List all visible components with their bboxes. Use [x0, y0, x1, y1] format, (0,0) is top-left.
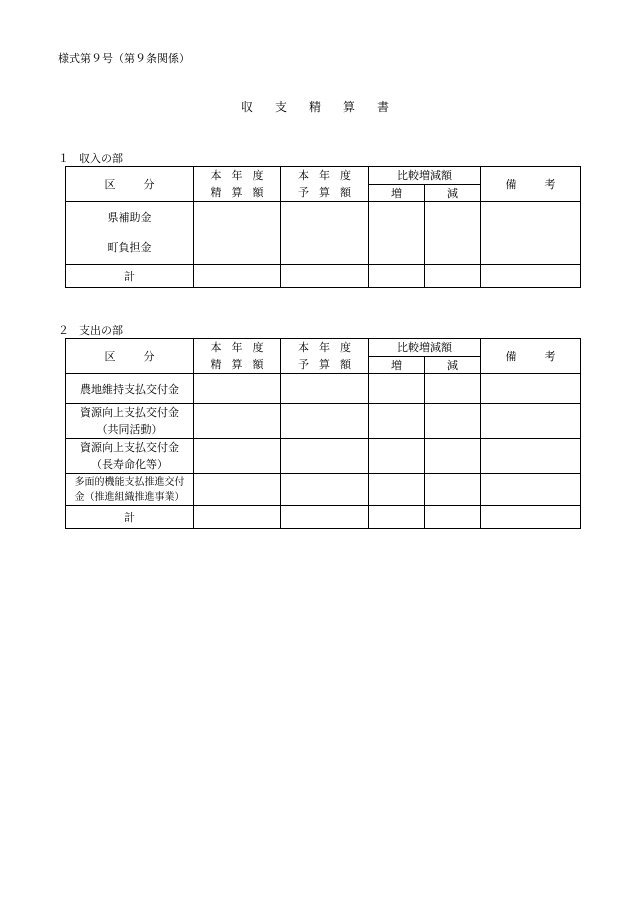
title-char: 支 — [274, 100, 287, 114]
budget-amount-cell[interactable] — [281, 202, 369, 265]
expense-item-label: 農地維持支払交付金 — [66, 374, 194, 404]
remarks-header: 備 考 — [481, 339, 581, 374]
remarks-cell[interactable] — [481, 374, 581, 404]
remarks-cell[interactable] — [481, 404, 581, 439]
increase-cell[interactable] — [369, 474, 425, 506]
settled-amount-cell[interactable] — [194, 374, 281, 404]
title-char: 算 — [343, 100, 356, 114]
expense-section-number: ２ — [58, 324, 69, 337]
form-number: 様式第９号（第９条関係） — [58, 52, 190, 65]
comparison-header: 比較増減額 — [369, 167, 481, 185]
remarks-header: 備 考 — [481, 167, 581, 202]
increase-cell[interactable] — [369, 439, 425, 474]
decrease-cell[interactable] — [425, 474, 481, 506]
settled-amount-header: 本 年 度 精 算 額 — [194, 167, 281, 202]
increase-cell[interactable] — [369, 265, 425, 288]
increase-header: 増 — [369, 184, 425, 202]
budget-amount-cell[interactable] — [281, 506, 369, 529]
decrease-cell[interactable] — [425, 404, 481, 439]
title-char: 精 — [308, 100, 321, 114]
category-header: 区 分 — [66, 339, 194, 374]
decrease-cell[interactable] — [425, 374, 481, 404]
settled-amount-cell[interactable] — [194, 506, 281, 529]
income-header-row — [66, 167, 581, 185]
remarks-cell[interactable] — [481, 202, 581, 265]
increase-cell[interactable] — [369, 506, 425, 529]
title-char: 収 — [240, 100, 253, 114]
expense-total-label: 計 — [66, 506, 194, 529]
decrease-cell[interactable] — [425, 265, 481, 288]
decrease-header: 減 — [425, 184, 481, 202]
income-section-number: １ — [58, 152, 69, 165]
settled-amount-cell[interactable] — [194, 404, 281, 439]
expense-table — [65, 338, 581, 529]
document-title — [0, 98, 630, 115]
income-items-row — [66, 202, 581, 265]
increase-cell[interactable] — [369, 202, 425, 265]
budget-amount-cell[interactable] — [281, 265, 369, 288]
expense-section-title — [58, 322, 123, 338]
budget-amount-cell[interactable] — [281, 404, 369, 439]
budget-amount-cell[interactable] — [281, 439, 369, 474]
income-section-title — [58, 150, 123, 166]
expense-row — [66, 474, 581, 506]
expense-row — [66, 439, 581, 474]
settled-amount-header: 本 年 度 精 算 額 — [194, 339, 281, 374]
expense-section-label: 支出の部 — [79, 324, 123, 337]
settled-amount-cell[interactable] — [194, 474, 281, 506]
category-header: 区 分 — [66, 167, 194, 202]
expense-total-row — [66, 506, 581, 529]
budget-amount-header: 本 年 度 予 算 額 — [281, 167, 369, 202]
expense-row — [66, 374, 581, 404]
comparison-header: 比較増減額 — [369, 339, 481, 357]
remarks-cell[interactable] — [481, 506, 581, 529]
expense-row — [66, 404, 581, 439]
income-item-prefectural-subsidy: 県補助金 — [107, 211, 152, 224]
decrease-cell[interactable] — [425, 506, 481, 529]
settled-amount-cell[interactable] — [194, 265, 281, 288]
expense-item-label: 多面的機能支払推進交付 金（推進組織推進事業） — [66, 474, 194, 506]
title-char: 書 — [377, 100, 390, 114]
remarks-cell[interactable] — [481, 265, 581, 288]
income-total-row — [66, 265, 581, 288]
expense-header-row — [66, 339, 581, 357]
increase-cell[interactable] — [369, 374, 425, 404]
remarks-cell[interactable] — [481, 439, 581, 474]
expense-item-label: 資源向上支払交付金 （共同活動） — [66, 404, 194, 439]
budget-amount-cell[interactable] — [281, 374, 369, 404]
income-total-label: 計 — [66, 265, 194, 288]
income-section-label: 収入の部 — [79, 152, 123, 165]
remarks-cell[interactable] — [481, 474, 581, 506]
settled-amount-cell[interactable] — [194, 202, 281, 265]
decrease-header: 減 — [425, 356, 481, 374]
budget-amount-cell[interactable] — [281, 474, 369, 506]
decrease-cell[interactable] — [425, 202, 481, 265]
increase-header: 増 — [369, 356, 425, 374]
income-item-labels — [66, 202, 194, 265]
settled-amount-cell[interactable] — [194, 439, 281, 474]
budget-amount-header: 本 年 度 予 算 額 — [281, 339, 369, 374]
income-item-town-contribution: 町負担金 — [107, 241, 152, 254]
expense-item-label: 資源向上支払交付金 （長寿命化等） — [66, 439, 194, 474]
income-table — [65, 166, 581, 288]
increase-cell[interactable] — [369, 404, 425, 439]
decrease-cell[interactable] — [425, 439, 481, 474]
